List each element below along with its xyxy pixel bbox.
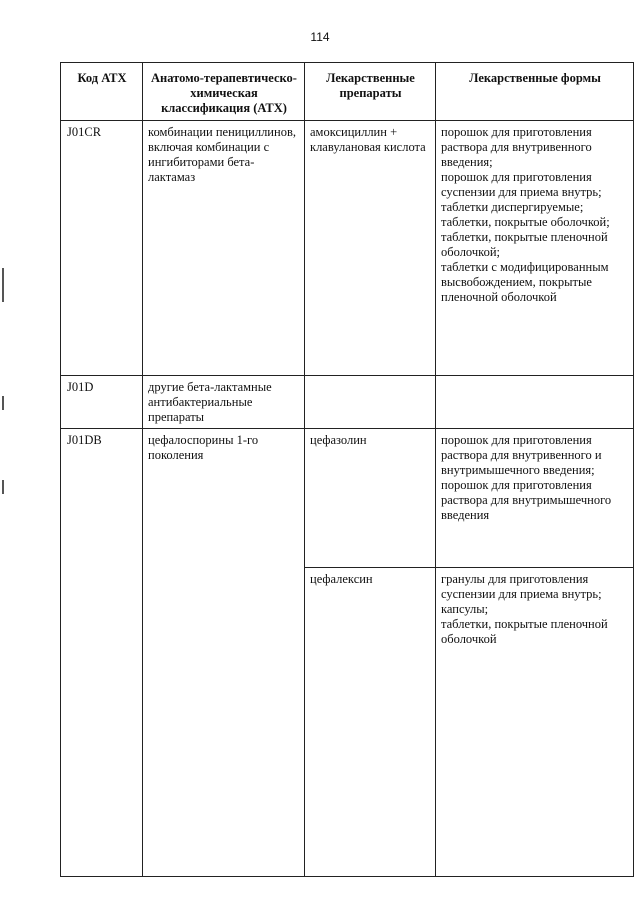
atc-drug-table: [60, 62, 634, 877]
dosage-form: порошок для приготовления раствора для внутривенного введения;: [441, 125, 592, 169]
atc-classification: другие бета-лактамные антибактериальные препараты: [143, 376, 305, 429]
drug-name: [305, 376, 436, 429]
table-header-row: [61, 63, 634, 121]
dosage-form: порошок для приготовления раствора для внутримышечного введения: [441, 478, 612, 522]
scan-edge-mark: [2, 268, 4, 302]
page-number: 114: [310, 30, 330, 44]
header-drugs: Лекарственные препараты: [305, 63, 436, 121]
atc-code: J01CR: [61, 121, 143, 376]
drug-name: цефалексин: [305, 568, 436, 877]
scan-edge-mark: [2, 480, 4, 494]
dosage-form: гранулы для приготовления суспензии для приема внутрь;: [441, 572, 602, 601]
atc-code: J01DB: [61, 429, 143, 877]
dosage-form: таблетки с модифицированным высвобождением, покрытые пленочной оболочкой: [441, 260, 609, 304]
dosage-form: таблетки, покрытые пленочной оболочкой: [441, 617, 608, 646]
dosage-form: таблетки, покрытые пленочной оболочкой;: [441, 230, 608, 259]
dosage-forms: [436, 121, 634, 376]
table-row: [61, 121, 634, 376]
dosage-form: таблетки, покрытые оболочкой;: [441, 215, 610, 229]
header-forms: Лекарственные формы: [436, 63, 634, 121]
drug-name: цефазолин: [305, 429, 436, 568]
dosage-form: порошок для приготовления раствора для внутривенного и внутримышечного введения;: [441, 433, 602, 477]
atc-code: J01D: [61, 376, 143, 429]
table-row: [61, 429, 634, 568]
dosage-form: порошок для приготовления суспензии для приема внутрь;: [441, 170, 602, 199]
dosage-forms: [436, 568, 634, 877]
table-row: [61, 376, 634, 429]
drug-name: амоксициллин + клавулановая кислота: [305, 121, 436, 376]
dosage-form: таблетки диспергируемые;: [441, 200, 584, 214]
dosage-forms: [436, 429, 634, 568]
dosage-form: капсулы;: [441, 602, 489, 616]
atc-classification: комбинации пенициллинов, включая комбинации с ингибиторами бета-лактамаз: [143, 121, 305, 376]
atc-classification: цефалоспорины 1-го поколения: [143, 429, 305, 877]
dosage-forms: [436, 376, 634, 429]
scan-edge-mark: [2, 396, 4, 410]
header-classification: Анатомо-терапевтическо-химическая классификация (АТХ): [143, 63, 305, 121]
header-code: Код АТХ: [61, 63, 143, 121]
